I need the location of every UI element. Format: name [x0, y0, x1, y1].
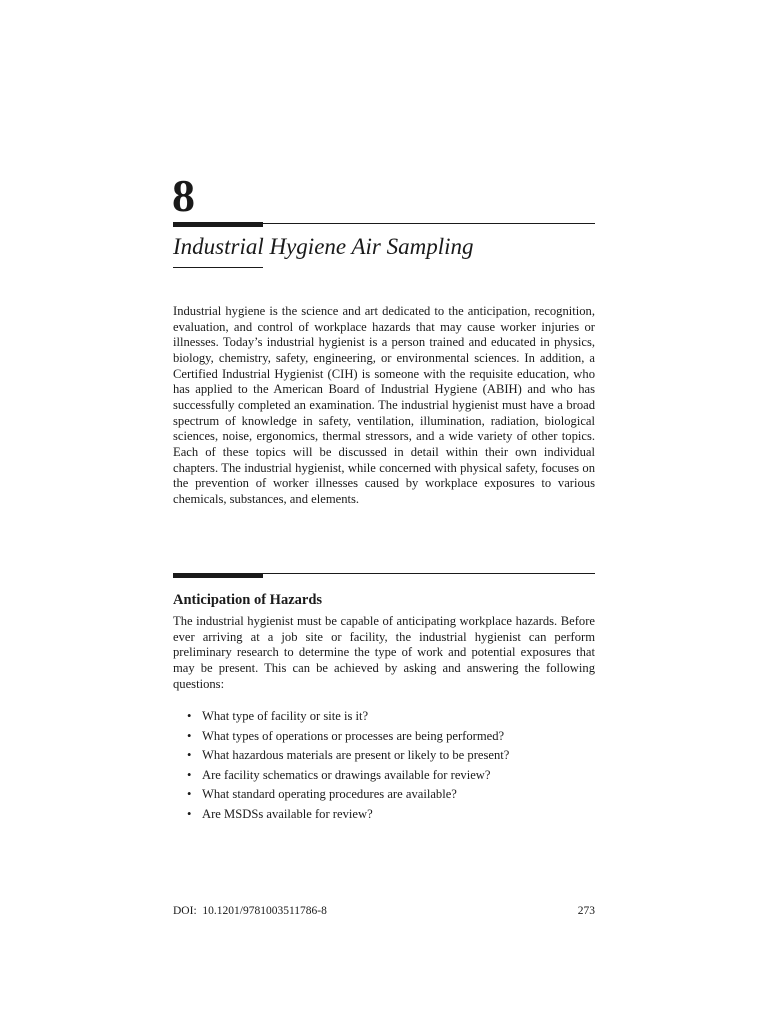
title-underline [173, 267, 263, 268]
list-item [173, 805, 595, 825]
list-item-text: What hazardous materials are present or likely to be present? [202, 748, 510, 762]
page-number: 273 [577, 905, 595, 917]
list-item-text: What types of operations or processes are being performed? [202, 728, 505, 743]
bullet-icon: • [187, 767, 192, 782]
list-item [173, 707, 595, 727]
list-item [173, 746, 595, 766]
bullet-icon: • [187, 709, 192, 723]
bullet-icon: • [187, 787, 192, 801]
footer-doi: DOI: 10.1201/9781003511786-8 [173, 905, 327, 917]
bullet-icon: • [187, 748, 192, 762]
chapter-number: 8 [172, 170, 195, 221]
list-item [173, 785, 595, 805]
list-item-text: Are MSDSs available for review? [202, 806, 373, 821]
bullet-icon: • [187, 728, 192, 743]
list-item [173, 727, 595, 747]
title-rule-thin [263, 223, 595, 224]
chapter-title: Industrial Hygiene Air Sampling [173, 234, 474, 259]
intro-paragraph: Industrial hygiene is the science and art dedicated to the anticipation, recognition, evaluation, and control of workplace hazards that may cause worker injuries or illnesses. Today’s industrial hygienist is a person trained and educated in physics, biology, chemistry, safety, engineering, or environmental sciences. In addition, a Certified Industrial Hygienist (CIH) is someone with the requisite education, who has applied to the American Board of Industrial Hygiene (ABIH) and who has successfully completed an examination. The industrial hygienist must have a broad spectrum of knowledge in safety, ventilation, illumination, radiation, biological sciences, noise, ergonomics, thermal stressors, and a wide variety of other topics. Each of these topics will be discussed in detail within their own individual chapters. The industrial hygienist, while concerned with physical safety, focuses on the prevention of worker illnesses caused by workplace exposures to various chemicals, substances, and elements. [173, 304, 595, 506]
section-rule-thick [173, 573, 263, 578]
title-rule-thick [173, 222, 263, 227]
bullet-icon: • [187, 806, 192, 821]
bullet-list [173, 707, 595, 824]
section-heading: Anticipation of Hazards [173, 592, 323, 608]
list-item-text: What standard operating procedures are available? [202, 787, 457, 801]
list-item-text: Are facility schematics or drawings available for review? [202, 767, 491, 782]
list-item-text: What type of facility or site is it? [202, 709, 369, 723]
section-paragraph: The industrial hygienist must be capable of anticipating workplace hazards. Before ever arriving at a job site or facility, the industrial hygienist can perform preliminary research to determine the type of work and potential exposures that may be present. This can be achieved by asking and answering the following questions: [173, 614, 595, 691]
list-item [173, 766, 595, 786]
section-rule-thin [263, 573, 595, 574]
